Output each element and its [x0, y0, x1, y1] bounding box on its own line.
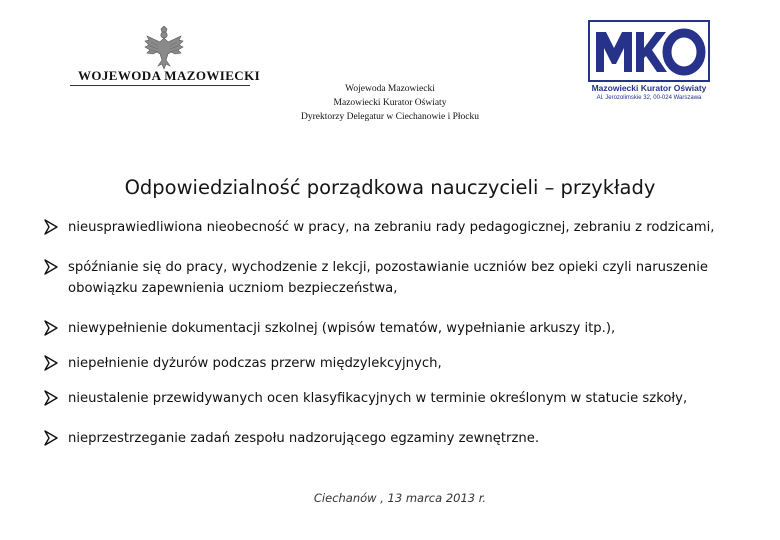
arrow-bullet-icon [44, 320, 58, 336]
document-header [270, 82, 510, 124]
wojewoda-logo-text: WOJEWODA MAZOWIECKI [78, 68, 261, 83]
arrow-bullet-icon [44, 355, 58, 371]
list-item [44, 353, 744, 374]
list-item [44, 318, 744, 339]
list-item [44, 428, 744, 449]
list-item [44, 257, 744, 299]
list-item [44, 217, 744, 238]
page-title: Odpowiedzialność porządkowa nauczycieli – przykłady [124, 176, 656, 199]
list-item-text: niepełnienie dyżurów podczas przerw międzylekcyjnych, [68, 356, 442, 371]
list-item-text: spóźnianie się do pracy, wychodzenie z lekcji, pozostawianie uczniów bez opieki czyli naruszenie obowiązku zapewnienia uczniom bezpieczeństwa, [68, 260, 709, 296]
arrow-bullet-icon [44, 219, 58, 235]
footer-date: Ciechanów , 13 marca 2013 r. [313, 491, 487, 505]
header-line-2: Mazowiecki Kurator Oświaty [333, 98, 447, 108]
eagle-emblem-icon [143, 26, 185, 70]
header-line-1: Wojewoda Mazowiecki [345, 84, 435, 94]
list-item-text: niewypełnienie dokumentacji szkolnej (wpisów tematów, wypełnianie arkuszy itp.), [68, 321, 616, 336]
list-item-text: nieprzestrzeganie zadań zespołu nadzorującego egzaminy zewnętrzne. [68, 431, 540, 446]
arrow-bullet-icon [44, 259, 58, 275]
list-item [44, 388, 744, 409]
mko-name: Mazowiecki Kurator Oświaty [591, 83, 707, 93]
arrow-bullet-icon [44, 430, 58, 446]
arrow-bullet-icon [44, 390, 58, 406]
list-item-text: nieusprawiedliwiona nieobecność w pracy, na zebraniu rady pedagogicznej, zebraniu z rodzicami, [68, 220, 715, 235]
header-line-3: Dyrektorzy Delegatur w Ciechanowie i Płocku [300, 112, 480, 122]
divider [70, 85, 250, 86]
list-item-text: nieustalenie przewidywanych ocen klasyfikacyjnych w terminie określonym w statucie szkoły, [68, 391, 688, 406]
mko-address: Al. Jerozolimskie 32, 00-024 Warszawa [596, 95, 702, 101]
bullet-list [44, 217, 744, 449]
